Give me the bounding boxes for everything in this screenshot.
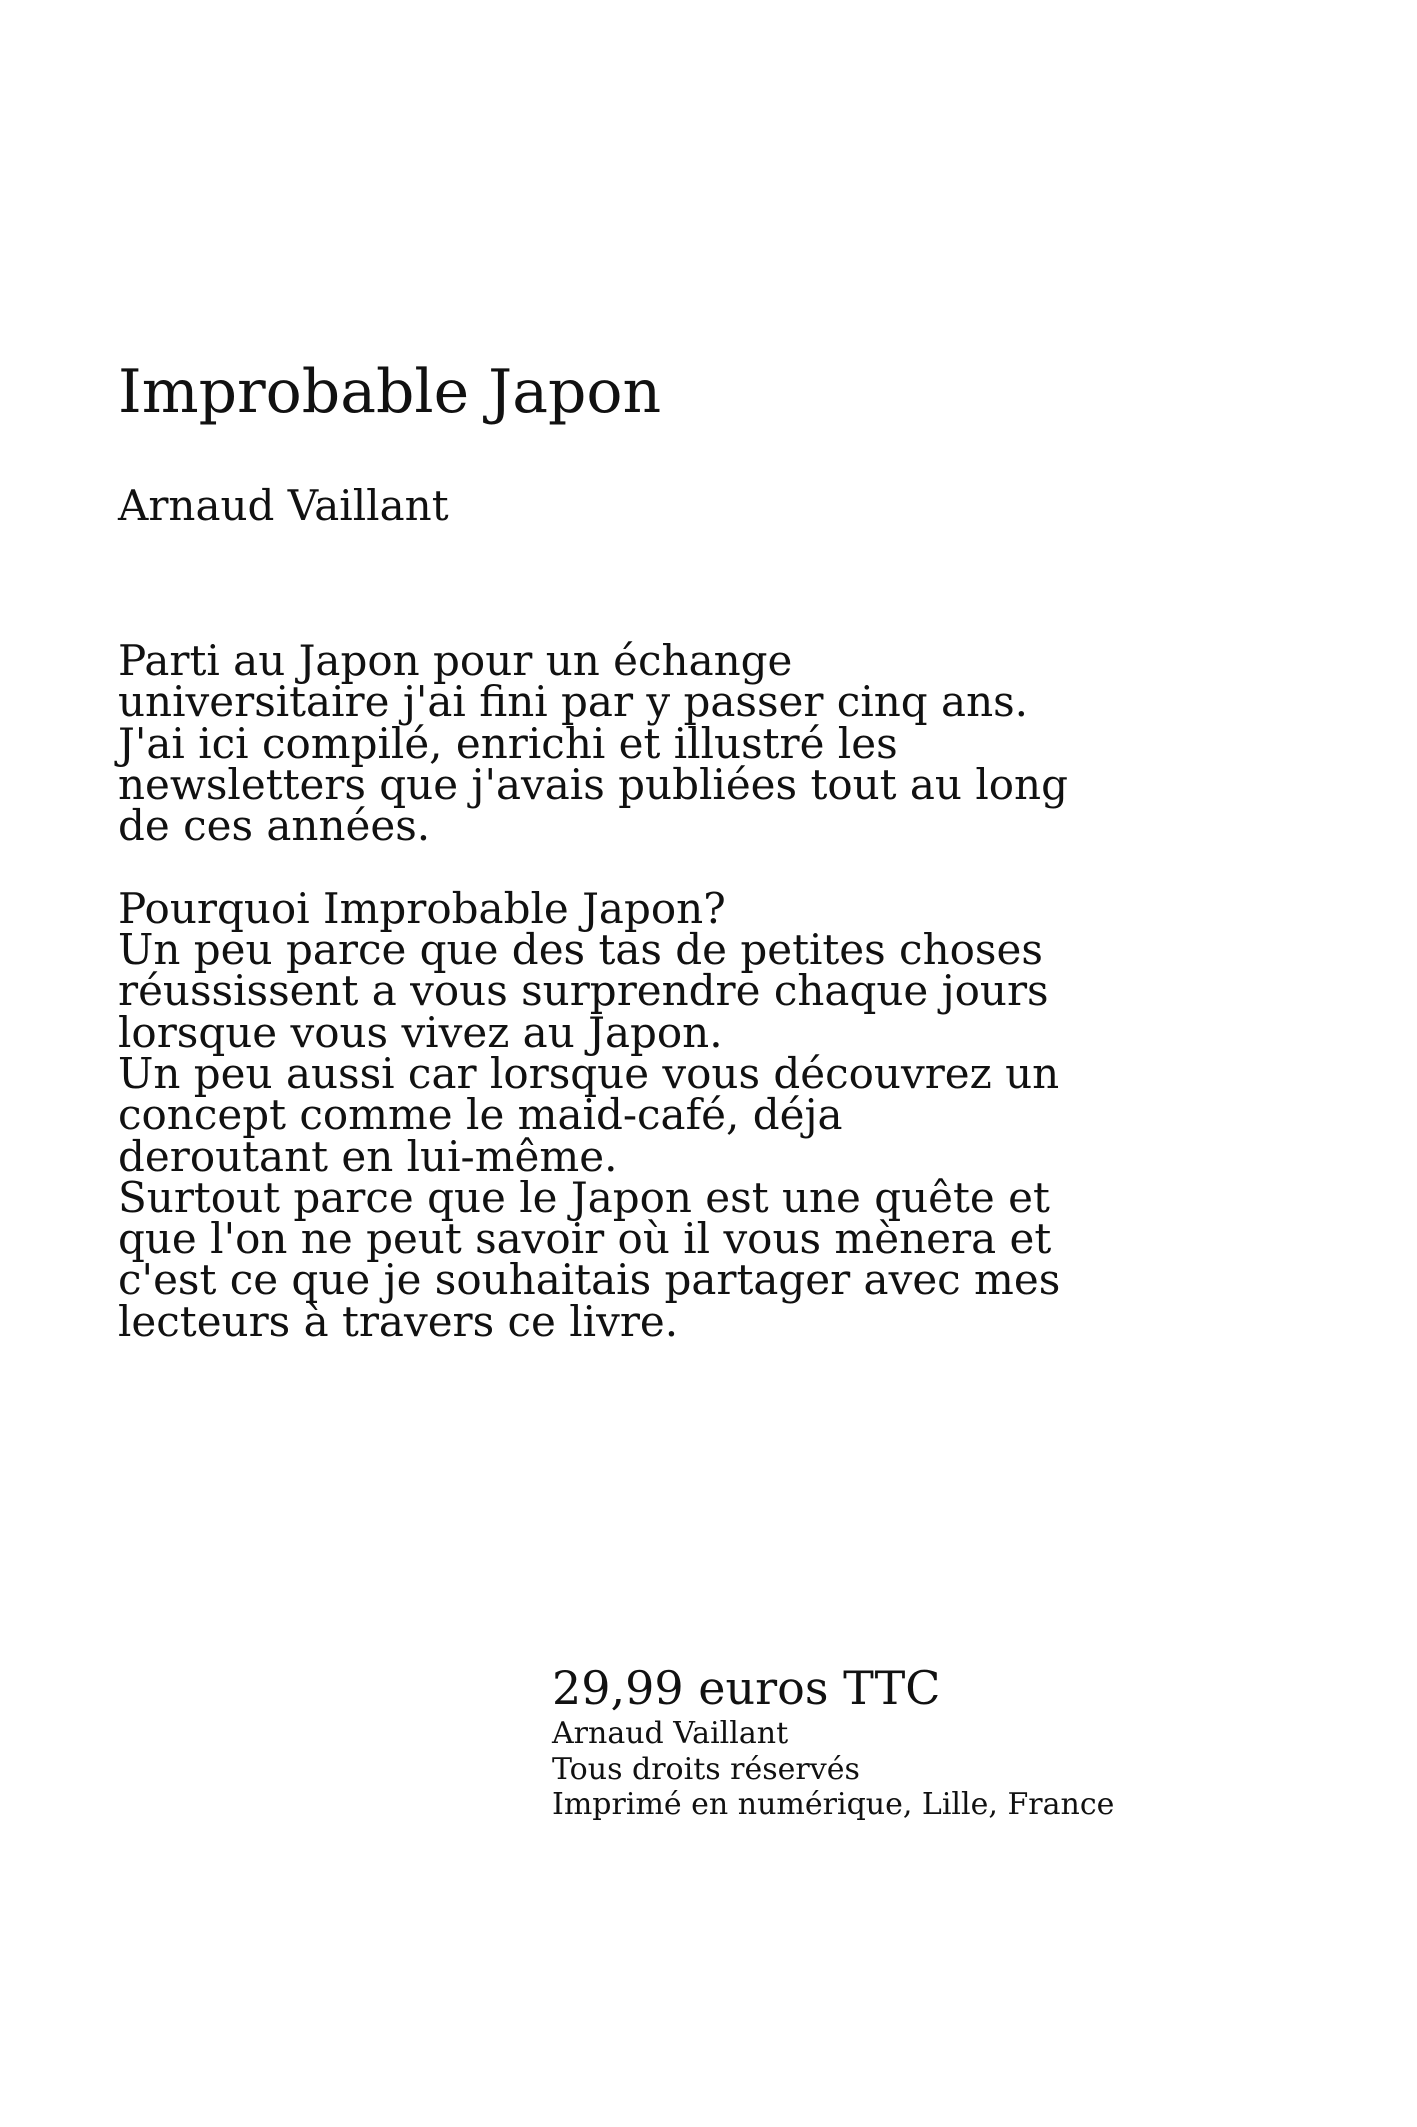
blurb-line: réussissent a vous surprendre chaque jours (118, 966, 1049, 1016)
blurb-line: deroutant en lui-même. (118, 1131, 618, 1181)
blurb-line: Un peu parce que des tas de petites choses (118, 925, 1043, 975)
back-cover-blurb (118, 636, 1118, 1346)
colophon (552, 1660, 1192, 1823)
blurb-line: Surtout parce que le Japon est une quête et (118, 1172, 1050, 1222)
blurb-line: universitaire j'ai fini par y passer cinq ans. (118, 677, 1029, 727)
blurb-line: newsletters que j'avais publiées tout au long (118, 759, 1068, 809)
blurb-line: c'est ce que je souhaitais partager avec mes (118, 1255, 1061, 1305)
rights-notice: Tous droits réservés (552, 1751, 860, 1787)
book-author: Arnaud Vaillant (118, 481, 449, 530)
blurb-line: que l'on ne peut savoir où il vous mènera et (118, 1214, 1052, 1264)
blurb-line: lecteurs à travers ce livre. (118, 1296, 679, 1346)
blurb-line: J'ai ici compilé, enrichi et illustré les (118, 718, 898, 768)
blurb-line: de ces années. (118, 801, 431, 851)
blurb-line: Un peu aussi car lorsque vous découvrez un (118, 1048, 1060, 1098)
blurb-line: concept comme le maid-café, déja (118, 1090, 843, 1140)
colophon-author: Arnaud Vaillant (552, 1716, 789, 1751)
book-title: Improbable Japon (118, 357, 662, 427)
printing-info: Imprimé en numérique, Lille, France (552, 1787, 1115, 1823)
paragraph-gap (118, 846, 1118, 887)
price: 29,99 euros TTC (552, 1661, 941, 1715)
blurb-line: lorsque vous vivez au Japon. (118, 1007, 723, 1057)
blurb-line: Pourquoi Improbable Japon? (118, 883, 726, 933)
blurb-line: Parti au Japon pour un échange (118, 636, 793, 685)
